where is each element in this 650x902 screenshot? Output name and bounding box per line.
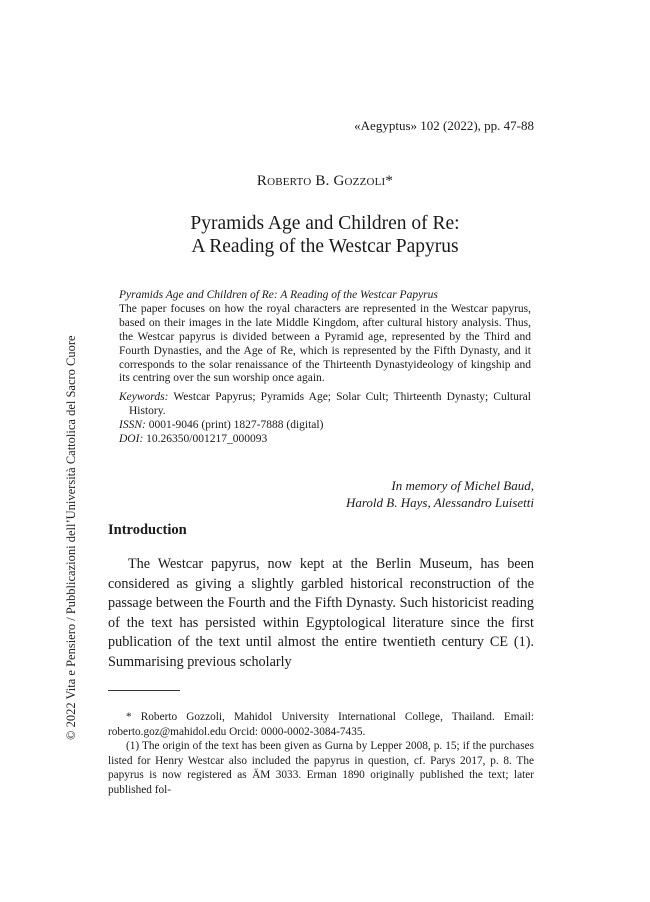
keywords-label: Keywords:: [119, 391, 169, 403]
article-metadata: [119, 390, 531, 446]
footnote-divider: [108, 690, 180, 691]
title-line-2: A Reading of the Westcar Papyrus: [191, 236, 459, 257]
copyright-side-note: © 2022 Vita e Pensiero / Pubblicazioni dell’Università Cattolica del Sacro Cuore: [64, 335, 78, 740]
doi-value: 10.26350/001217_000093: [146, 433, 268, 445]
section-heading: Introduction: [108, 522, 187, 538]
abstract-text: The paper focuses on how the royal characters are represented in the Westcar papyrus, based on their images in the late Middle Kingdom, after cultural history analysis. Thus, the Westcar papyrus is divided between a Pyramid age, represented by the Third and Fourth Dynasties, and the Age of Re, which is represented by the Fifth Dynasty, and it corresponds to the solar renaissance of the Thirteenth Dynastyideology of kingship and its centring over the sun worship once again.: [119, 302, 531, 385]
abstract: [119, 289, 531, 386]
footnotes: [108, 710, 534, 798]
author-name: Roberto B. Gozzoli*: [256, 173, 394, 189]
keywords: [119, 390, 531, 418]
abstract-title: Pyramids Age and Children of Re: A Reading of the Westcar Papyrus: [119, 289, 438, 301]
issn-label: ISSN:: [119, 419, 146, 431]
title-line-1: Pyramids Age and Children of Re:: [190, 213, 460, 234]
dedication-line-2: Harold B. Hays, Alessandro Luisetti: [345, 494, 534, 510]
issn-value: 0001-9046 (print) 1827-7888 (digital): [148, 419, 324, 431]
footnote-author: * Roberto Gozzoli, Mahidol University International College, Thailand. Email: roberto.goz@mahidol.edu Orcid: 0000-0002-3084-7435.: [108, 711, 534, 738]
doi: [119, 432, 531, 446]
dedication-line-1: In memory of Michel Baud,: [391, 478, 534, 493]
doi-label: DOI:: [119, 433, 144, 445]
footnote-1: (1) The origin of the text has been given as Gurna by Lepper 2008, p. 15; if the purchases listed for Henry Westcar also included the papyrus in question, cf. Parys 2017, p. 8. The papyrus is now registered as ÄM 3033. Erman 1890 originally published the text; later published fol-: [108, 740, 534, 796]
body-paragraph: The Westcar papyrus, now kept at the Berlin Museum, has been considered as giving a slightly garbled historical reconstruction of the passage between the Fourth and the Fifth Dynasty. Such historicist reading of the text has persisted within Egyptological literature since the first publication of the text until almost the entire twentieth century CE (1). Summarising previous scholarly: [108, 556, 534, 670]
issn: [119, 418, 531, 432]
keywords-value: Westcar Papyrus; Pyramids Age; Solar Cult; Thirteenth Dynasty; Cultural History.: [129, 391, 531, 417]
dedication: [346, 478, 534, 511]
article-title: [0, 212, 650, 258]
journal-reference: «Aegyptus» 102 (2022), pp. 47-88: [354, 118, 534, 133]
